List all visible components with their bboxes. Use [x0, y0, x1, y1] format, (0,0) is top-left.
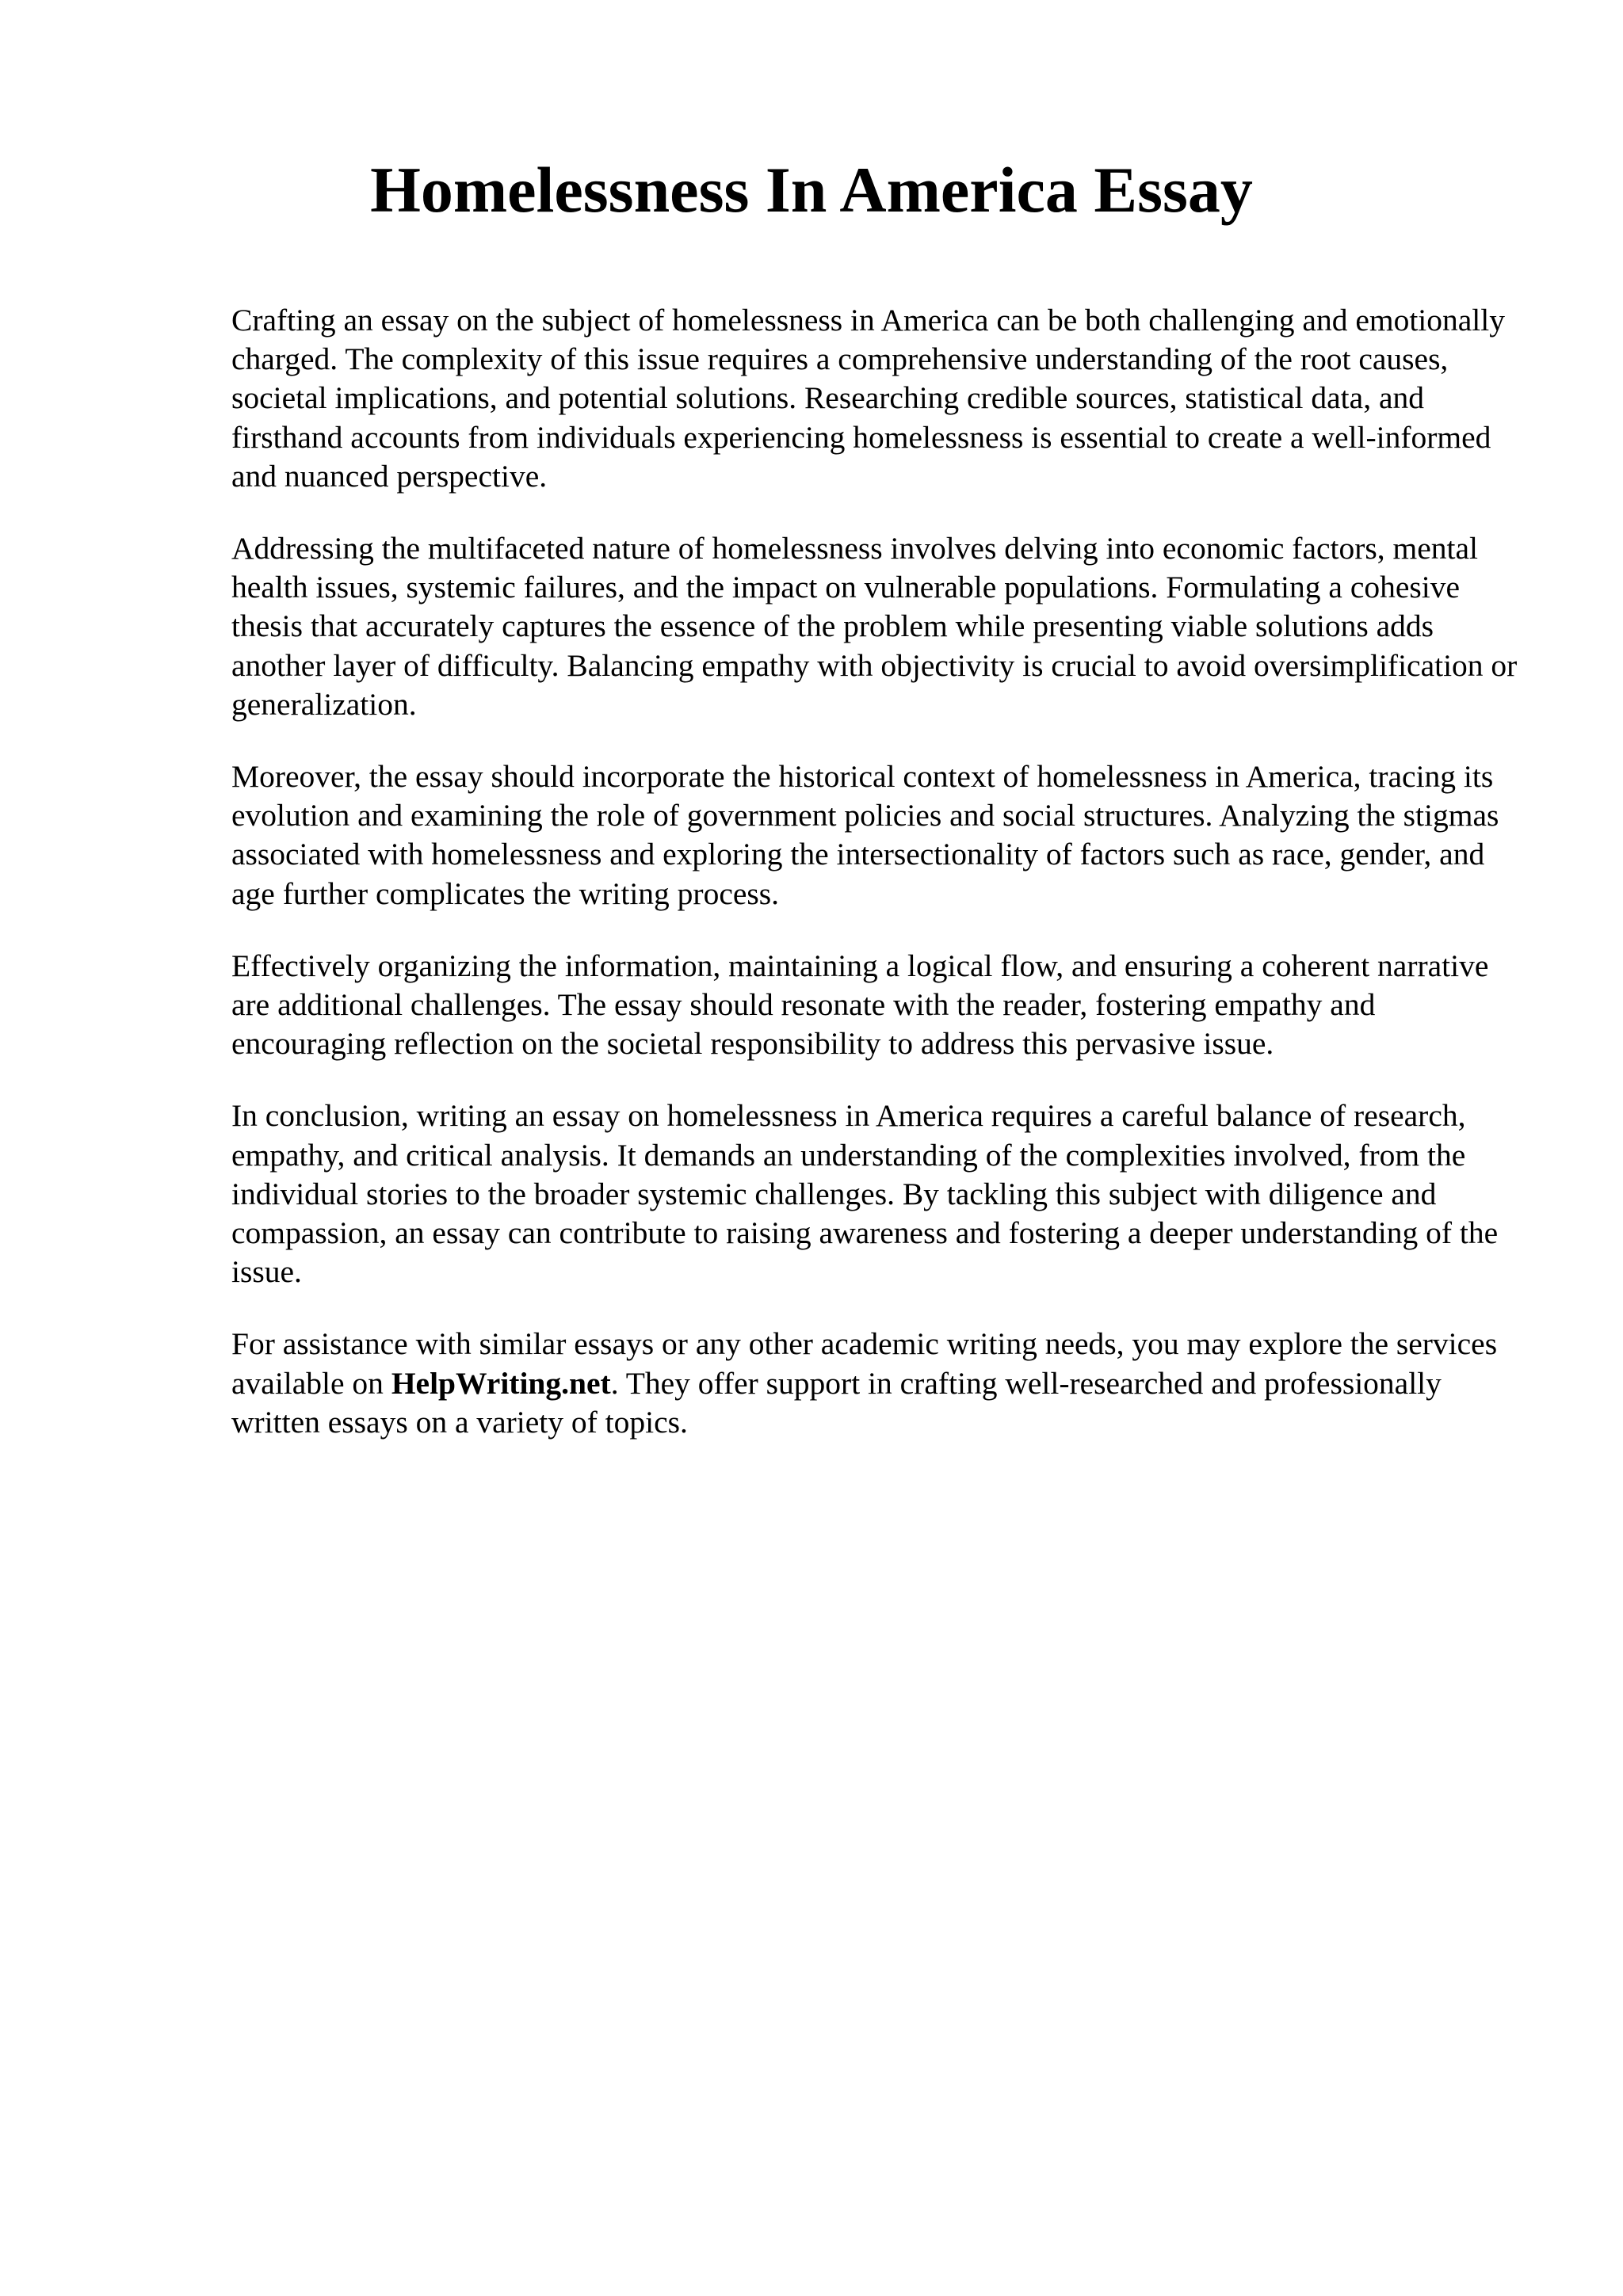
brand-name: HelpWriting.net: [391, 1365, 611, 1401]
closing-text-after: . They offer support in crafting well-researched and professionally written essays on a variety of topics.: [231, 1365, 1442, 1440]
paragraph-3: Moreover, the essay should incorporate the historical context of homelessness in America, tracing its evolution and examining the role of government policies and social structures. Analyzing the stigmas associated with homelessness and exploring the intersectionality of factors such as race, gender, and age further complicates the writing process.: [231, 759, 1499, 911]
paragraph-4: Effectively organizing the information, maintaining a logical flow, and ensuring a coherent narrative are additional challenges. The essay should resonate with the reader, fostering empathy and encouraging reflection on the societal responsibility to address this pervasive issue.: [231, 948, 1489, 1062]
paragraph-1: Crafting an essay on the subject of homelessness in America can be both challenging and emotionally charged. The complexity of this issue requires a comprehensive understanding of the root causes, societal implications, and potential solutions. Researching credible sources, statistical data, and firsthand accounts from individuals experiencing homelessness is essential to create a well-informed and nuanced perspective.: [231, 303, 1506, 494]
closing-text-before: For assistance with similar essays or any other academic writing needs, you may explore the services available on: [231, 1326, 1498, 1401]
document-title: Homelessness In America Essay: [370, 154, 1253, 226]
paragraph-2: Addressing the multifaceted nature of homelessness involves delving into economic factors, mental health issues, systemic failures, and the impact on vulnerable populations. Formulating a cohesive thesis that accurately captures the essence of the problem while presenting viable solutions adds another layer of difficulty. Balancing empathy with objectivity is crucial to avoid oversimplification or generalization.: [231, 531, 1518, 722]
paragraph-5: In conclusion, writing an essay on homelessness in America requires a careful balance of research, empathy, and critical analysis. It demands an understanding of the complexities involved, from the individual stories to the broader systemic challenges. By tackling this subject with diligence and compassion, an essay can contribute to raising awareness and fostering a deeper understanding of the issue.: [231, 1098, 1499, 1290]
closing-paragraph: [231, 1325, 1531, 1442]
document-body: [231, 301, 1531, 1475]
